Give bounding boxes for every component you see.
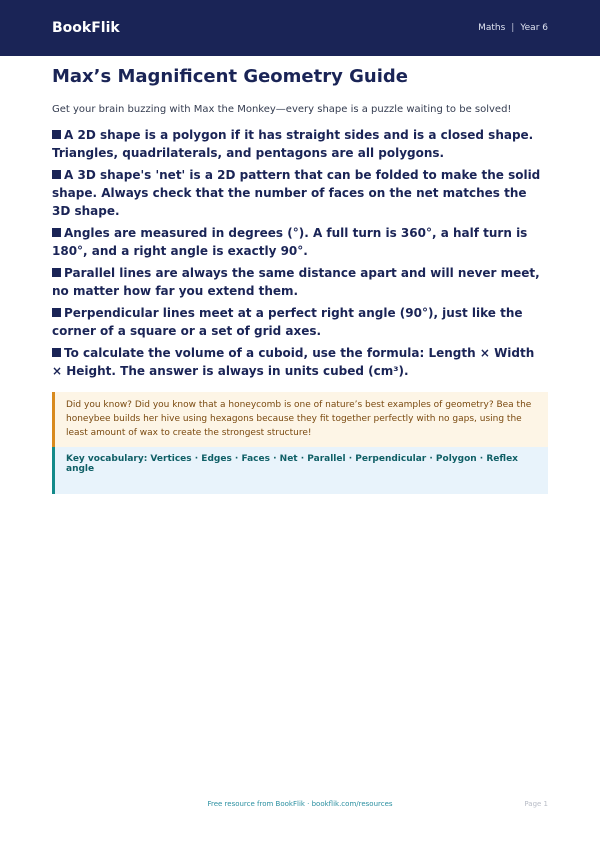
point-text: Angles are measured in degrees (°). A full turn is 360°, a half turn is 180°, and a right angle is exactly 90°. — [52, 226, 528, 258]
list-item — [52, 344, 548, 380]
square-bullet-icon — [52, 308, 61, 317]
point-text: Parallel lines are always the same distance apart and will never meet, no matter how far you extend them. — [52, 266, 540, 298]
list-item — [52, 126, 548, 162]
list-item — [52, 304, 548, 340]
page-footer — [52, 800, 548, 808]
page-content — [0, 65, 600, 494]
square-bullet-icon — [52, 268, 61, 277]
square-bullet-icon — [52, 228, 61, 237]
subject-label: Maths — [478, 23, 506, 33]
point-text: To calculate the volume of a cuboid, use the formula: Length × Width × Height. The answer is always in units cubed (cm³). — [52, 346, 535, 378]
point-text: A 2D shape is a polygon if it has straight sides and is a closed shape. Triangles, quadrilaterals, and pentagons are all polygons. — [52, 128, 534, 160]
header-bar — [0, 0, 600, 56]
square-bullet-icon — [52, 348, 61, 357]
square-bullet-icon — [52, 130, 61, 139]
page-title: Max’s Magnificent Geometry Guide — [52, 66, 408, 87]
footer-source-link[interactable]: Free resource from BookFlik · bookflik.com/resources — [207, 800, 393, 808]
brand-logo[interactable]: BookFlik — [52, 20, 120, 36]
key-points-list — [52, 126, 548, 380]
page-number: Page 1 — [524, 800, 548, 808]
meta-separator: | — [511, 23, 515, 33]
point-text: Perpendicular lines meet at a perfect right angle (90°), just like the corner of a square or a set of grid axes. — [52, 306, 523, 338]
year-label: Year 6 — [520, 23, 548, 33]
point-text: A 3D shape's 'net' is a 2D pattern that can be folded to make the solid shape. Always check that the number of faces on the net matches the 3D shape. — [52, 168, 541, 218]
square-bullet-icon — [52, 170, 61, 179]
did-you-know-callout: Did you know? Did you know that a honeycomb is one of nature’s best examples of geometry? Bea the honeybee builds her hive using hexagons because they fit together perfectly with no gaps, using the least amount of wax to create the strongest structure! — [52, 392, 548, 447]
list-item — [52, 224, 548, 260]
header-meta — [478, 23, 548, 33]
key-vocabulary-box: Key vocabulary: Vertices · Edges · Faces · Net · Parallel · Perpendicular · Polygon · Reflex angle — [52, 447, 548, 494]
intro-text: Get your brain buzzing with Max the Monkey—every shape is a puzzle waiting to be solved! — [52, 104, 512, 115]
list-item — [52, 264, 548, 300]
list-item — [52, 166, 548, 220]
